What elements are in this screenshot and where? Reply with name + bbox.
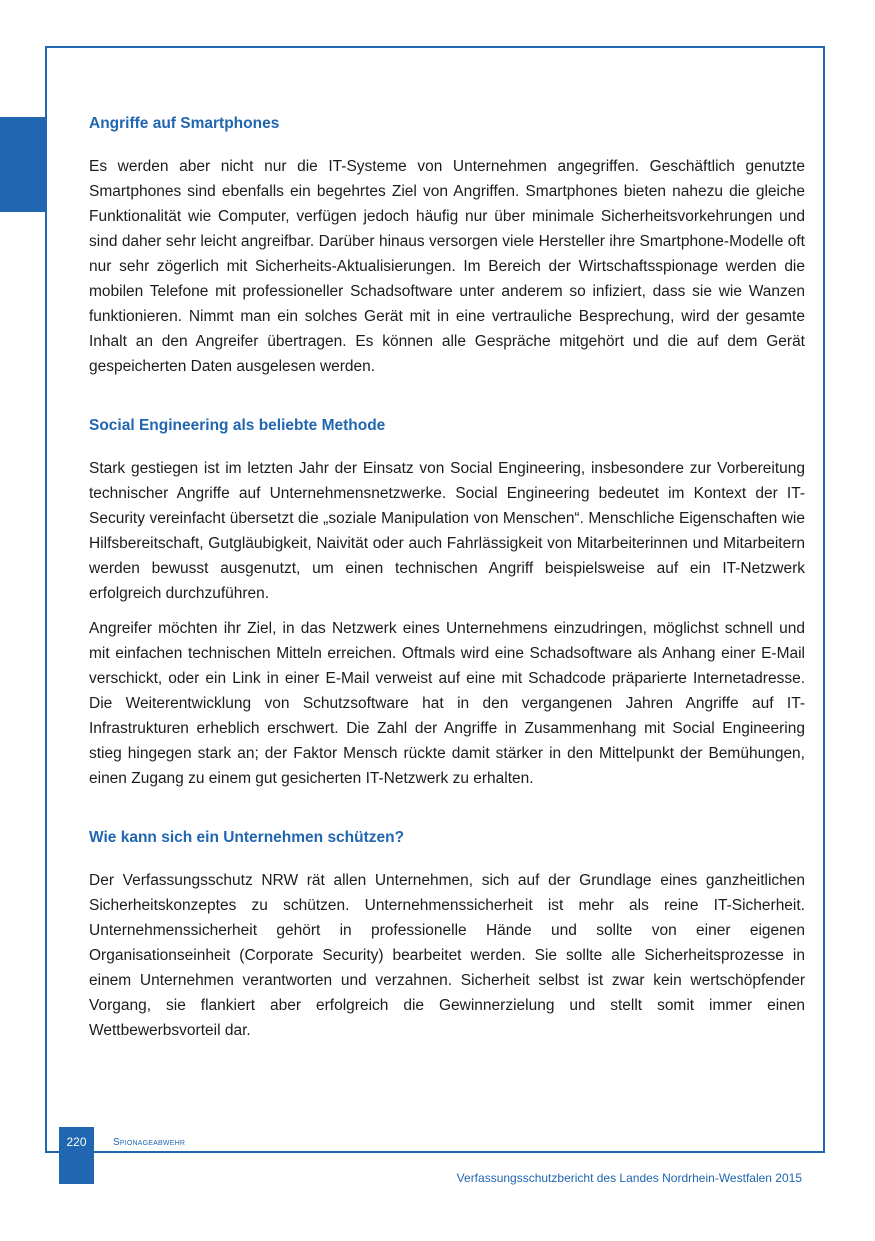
- paragraph-social-engineering-1: Stark gestiegen ist im letzten Jahr der Einsatz von Social Engineering, insbesondere zur Vorbereitung technischer Angriffe auf Unternehmensnetzwerke. Social Engineering bedeutet im Kontext der IT-Security vereinfacht übersetzt die „soziale Manipulation von Menschen“. Menschliche Eigenschaften wie Hilfsbereitschaft, Gutgläubigkeit, Naivität oder auch Fahrlässigkeit von Mitarbeiterinnen und Mitarbeitern werden bewusst ausgenutzt, um einen technischen Angriff beispielsweise auf ein IT-Netzwerk erfolgreich durchzuführen.: [89, 460, 805, 602]
- document-body: [89, 113, 805, 1053]
- section-heading-smartphones: Angriffe auf Smartphones: [89, 115, 280, 132]
- publication-title: Verfassungsschutzbericht des Landes Nordrhein-Westfalen 2015: [456, 1171, 802, 1185]
- paragraph-social-engineering-2: Angreifer möchten ihr Ziel, in das Netzwerk eines Unternehmens einzudringen, möglichst schnell und mit einfachen technischen Mitteln erreichen. Oftmals wird eine Schadsoftware als Anhang einer E-Mail verschickt, oder ein Link in einer E-Mail verweist auf eine mit Schadcode präparierte Internetadresse. Die Weiterentwicklung von Schutzsoftware hat in den vergangenen Jahren Angriffe auf IT-Infrastrukturen erheblich erschwert. Die Zahl der Angriffe in Zusammenhang mit Social Engineering stieg hingegen stark an; der Faktor Mensch rückte damit stärker in den Mittelpunkt der Bemühungen, einen Zugang zu einem gut gesicherten IT-Netzwerk zu erhalten.: [89, 620, 805, 787]
- paragraph-smartphones: Es werden aber nicht nur die IT-Systeme von Unternehmen angegriffen. Geschäftlich genutzte Smartphones sind ebenfalls ein begehrtes Ziel von Angriffen. Smartphones bieten nahezu die gleiche Funktionalität wie Computer, verfügen jedoch häufig nur über minimale Sicherheitsvorkehrungen und sind daher sehr leicht angreifbar. Darüber hinaus versorgen viele Hersteller ihre Smartphone-Modelle oft nur sehr zögerlich mit Sicherheits-Aktualisierungen. Im Bereich der Wirtschaftsspionage werden die mobilen Telefone mit professioneller Schadsoftware unter anderem so infiziert, dass sie wie Wanzen funktionieren. Nimmt man ein solches Gerät mit in eine vertrauliche Besprechung, wird der gesamte Inhalt an den Angreifer übertragen. Es können alle Gespräche mitgehört und die auf dem Gerät gespeicherten Daten ausgelesen werden.: [89, 158, 805, 375]
- section-heading-social-engineering: Social Engineering als beliebte Methode: [89, 417, 386, 434]
- section-heading-protection: Wie kann sich ein Unternehmen schützen?: [89, 829, 405, 846]
- chapter-tab-marker: [0, 117, 45, 212]
- page-number: 220: [66, 1135, 87, 1149]
- running-section-label: Spionageabwehr: [113, 1137, 186, 1148]
- paragraph-protection: Der Verfassungsschutz NRW rät allen Unternehmen, sich auf der Grundlage eines ganzheitlichen Sicherheitskonzeptes zu schützen. Unternehmenssicherheit ist mehr als reine IT-Sicherheit. Unternehmenssicherheit gehört in professionelle Hände und sollte von einer eigenen Organisationseinheit (Corporate Security) bearbeitet werden. Sie sollte alle Sicherheitsprozesse in einem Unternehmen verantworten und verzahnen. Sicherheit selbst ist zwar kein wertschöpfender Vorgang, sie flankiert aber erfolgreich die Gewinnerzielung und stellt somit immer einen Wettbewerbsvorteil dar.: [89, 872, 805, 1039]
